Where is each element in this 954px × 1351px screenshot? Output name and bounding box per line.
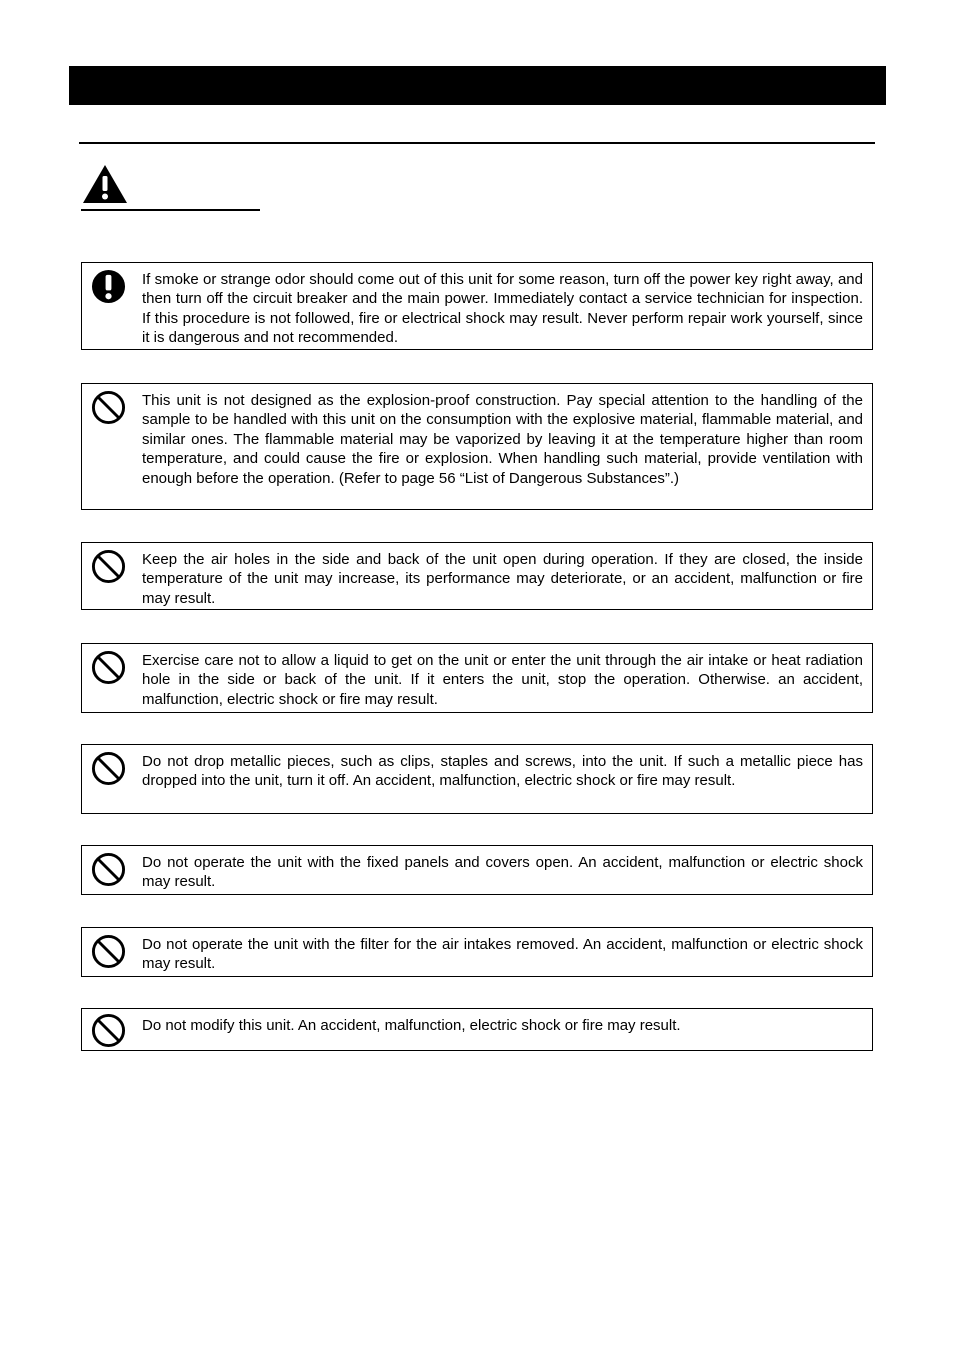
notice-text: Exercise care not to allow a liquid to get on the unit or enter the unit through the air intake or heat radiation hole in the side or back of the unit. If it enters the unit, stop the operation. Otherwise. an accident, malfunction, electric shock or fire may result.	[142, 652, 863, 708]
prohibition-icon	[91, 1013, 126, 1048]
notice-liquid	[81, 643, 873, 713]
section-title-bar	[69, 66, 886, 105]
notice-no-modify	[81, 1008, 873, 1051]
notice-panels-covers	[81, 845, 873, 895]
notice-text: Do not operate the unit with the fixed panels and covers open. An accident, malfunction or electric shock may result.	[142, 854, 863, 891]
prohibition-icon	[91, 852, 126, 887]
prohibition-icon	[91, 549, 126, 584]
notice-text: If smoke or strange odor should come out of this unit for some reason, turn off the power key right away, and then turn off the circuit breaker and the main power. Immediately contact a service technician for inspection. If this procedure is not followed, fire or electrical shock may result. Never perform repair work yourself, since it is dangerous and not recommended.	[142, 271, 863, 347]
notice-smoke-odor	[81, 262, 873, 350]
prohibition-icon	[91, 390, 126, 425]
prohibition-icon	[91, 934, 126, 969]
notice-text: Do not modify this unit. An accident, malfunction, electric shock or fire may result.	[142, 1017, 681, 1034]
notice-text: Do not drop metallic pieces, such as clips, staples and screws, into the unit. If such a metallic piece has dropped into the unit, turn it off. An accident, malfunction, electric shock or fire may result.	[142, 753, 863, 790]
notice-text: Do not operate the unit with the filter for the air intakes removed. An accident, malfunction or electric shock may result.	[142, 936, 863, 973]
exclamation-icon	[91, 269, 126, 304]
notice-filter-removed	[81, 927, 873, 977]
notice-text: Keep the air holes in the side and back of the unit open during operation. If they are closed, the inside temperature of the unit may increase, its performance may deteriorate, or an accident, malfunction or fire may result.	[142, 551, 863, 607]
prohibition-icon	[91, 751, 126, 786]
warning-triangle-icon	[81, 163, 129, 205]
warning-heading	[81, 163, 260, 211]
notice-explosion-proof	[81, 383, 873, 510]
heading-divider	[79, 142, 875, 144]
prohibition-icon	[91, 650, 126, 685]
notice-text: This unit is not designed as the explosion-proof construction. Pay special attention to the handling of the sample to be handled with this unit on the consumption with the explosive material, flammable material, and similar ones. The flammable material may be vaporized by leaving it at the temperature higher than room temperature, and could cause the fire or explosion. When handling such material, provide ventilation with enough before the operation. (Refer to page 56 “List of Dangerous Substances”.)	[142, 392, 863, 487]
notice-air-holes	[81, 542, 873, 610]
notice-metallic-pieces	[81, 744, 873, 814]
